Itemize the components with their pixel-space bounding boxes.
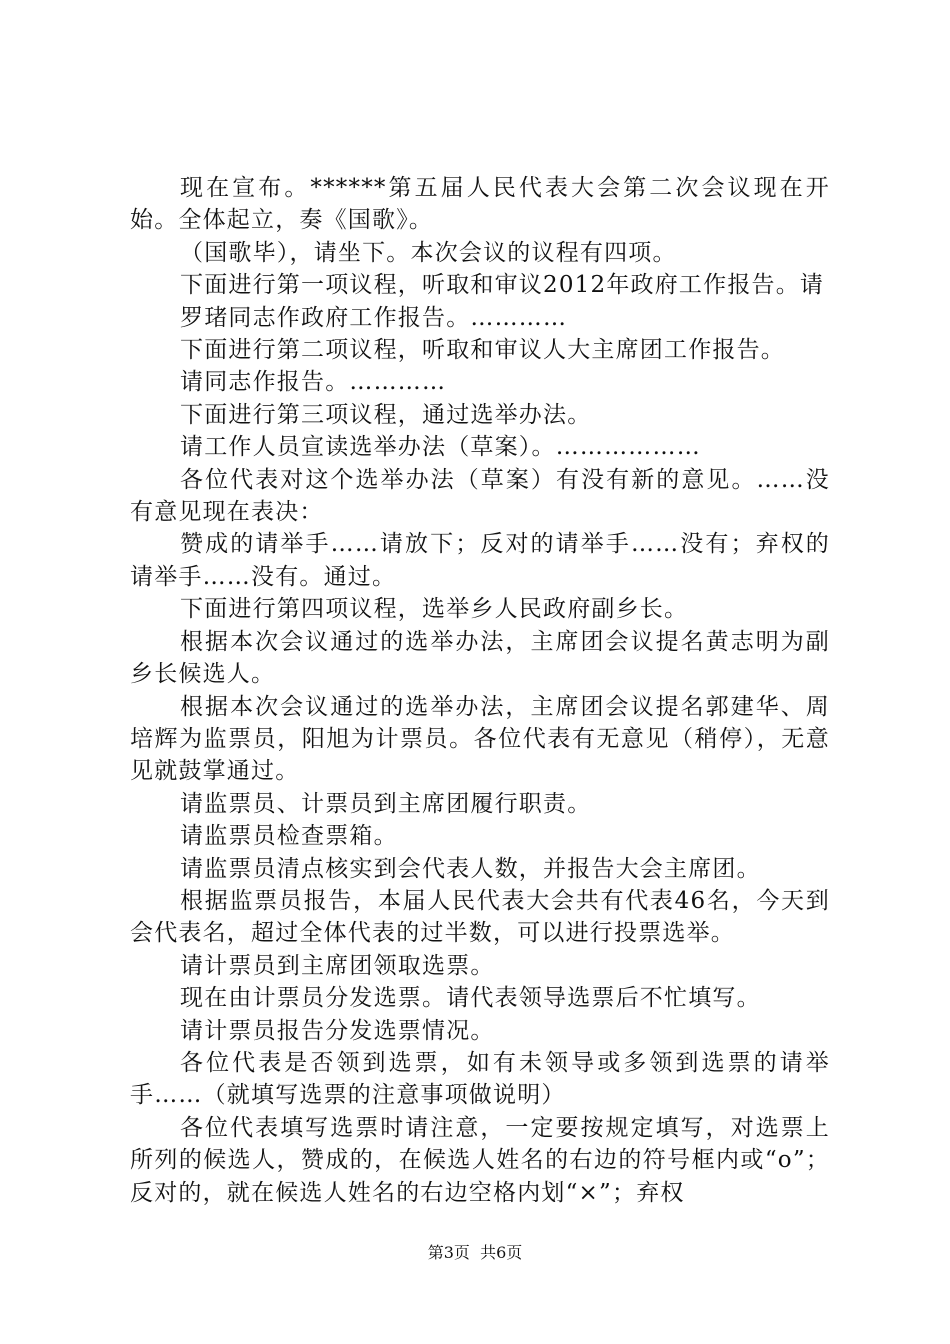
paragraph-1: 现在宣布。******第五届人民代表大会第二次会议现在开始。全体起立，奏《国歌》。 (130, 175, 830, 234)
paragraph-20: 请计票员报告分发选票情况。 (180, 1017, 495, 1044)
paragraph-12: 根据本次会议通过的选举办法，主席团会议提名黄志明为副乡长候选人。 (130, 628, 830, 688)
paragraph-13: 根据本次会议通过的选举办法，主席团会议提名郭建华、周培辉为监票员，阳旭为计票员。各位代表有无意见（稍停），无意见就鼓掌通过。 (130, 693, 830, 785)
paragraph-15: 请监票员检查票箱。 (180, 823, 398, 850)
page-number: 第3页 (427, 1243, 470, 1262)
paragraph-21: 各位代表是否领到选票，如有未领导或多领到选票的请举手……（就填写选票的注意事项做说明） (130, 1049, 830, 1109)
paragraph-19: 现在由计票员分发选票。请代表领导选票后不忙填写。 (180, 985, 761, 1012)
page-total: 共6页 (480, 1243, 523, 1262)
footer-spacer (470, 1243, 480, 1262)
paragraph-8: 请工作人员宣读选举办法（草案）。……………… (180, 434, 701, 461)
paragraph-6: 请同志作报告。………… (180, 369, 447, 396)
paragraph-11: 下面进行第四项议程，选举乡人民政府副乡长。 (180, 596, 689, 623)
paragraph-18: 请计票员到主席团领取选票。 (180, 952, 495, 979)
paragraph-4: 罗琽同志作政府工作报告。………… (180, 304, 568, 331)
paragraph-5: 下面进行第二项议程，听取和审议人大主席团工作报告。 (180, 337, 785, 364)
paragraph-16: 请监票员清点核实到会代表人数，并报告大会主席团。 (180, 855, 761, 882)
paragraph-17: 根据监票员报告，本届人民代表大会共有代表46名，今天到会代表名，超过全体代表的过半数，可以进行投票选举。 (130, 887, 830, 947)
document-body (130, 172, 830, 1209)
paragraph-10: 赞成的请举手……请放下；反对的请举手……没有；弃权的请举手……没有。通过。 (130, 531, 830, 590)
paragraph-3: 下面进行第一项议程，听取和审议2012年政府工作报告。请 (180, 272, 825, 299)
paragraph-14: 请监票员、计票员到主席团履行职责。 (180, 790, 592, 817)
paragraph-9: 各位代表对这个选举办法（草案）有没有新的意见。……没有意见现在表决： (130, 466, 830, 526)
page-footer (0, 1243, 950, 1263)
paragraph-22: 各位代表填写选票时请注意，一定要按规定填写，对选票上所列的候选人，赞成的，在候选人姓名的右边的符号框内或“o”；反对的，就在候选人姓名的右边空格内划“×”；弃权 (130, 1114, 830, 1206)
paragraph-2: （国歌毕），请坐下。本次会议的议程有四项。 (180, 239, 677, 266)
paragraph-7: 下面进行第三项议程，通过选举办法。 (180, 401, 592, 428)
